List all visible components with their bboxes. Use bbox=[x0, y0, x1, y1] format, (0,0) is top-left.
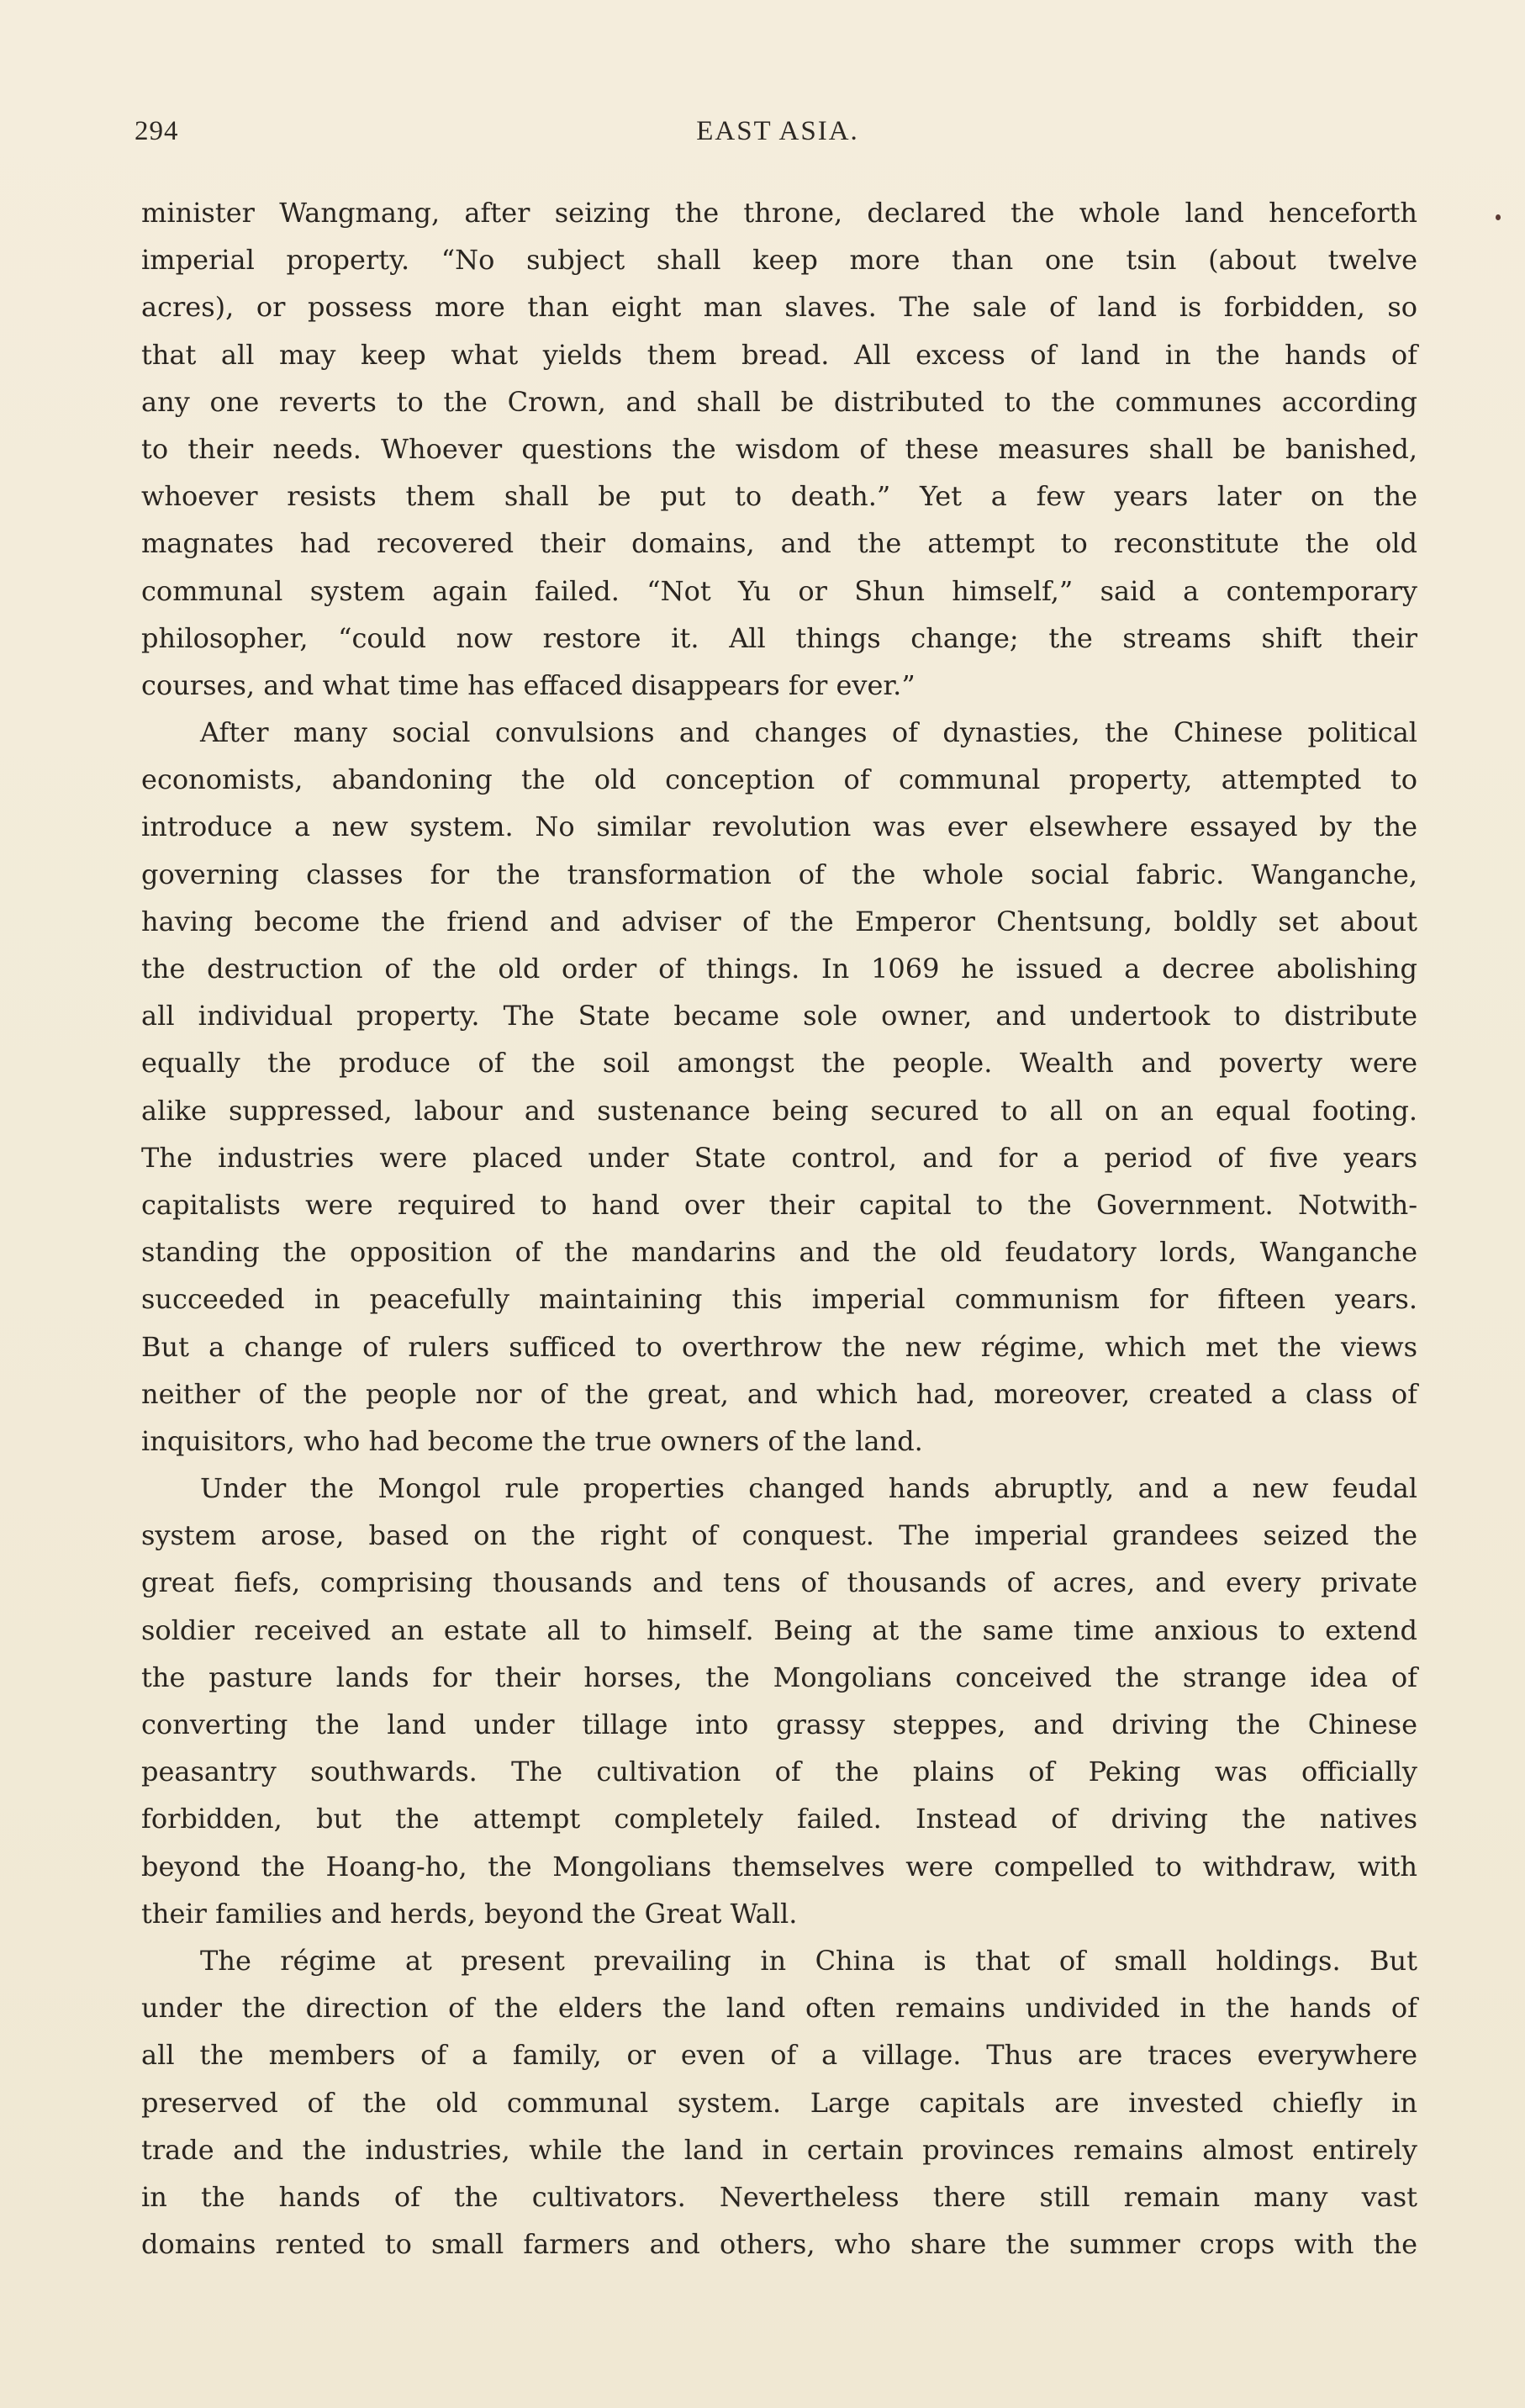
text-line: all the members of a family, or even of a village. Thus are traces everywhere bbox=[141, 2039, 1417, 2072]
text-line: converting the land under tillage into grassy steppes, and driving the Chinese bbox=[141, 1708, 1417, 1740]
text-line: imperial property. “No subject shall keep more than one tsin (about twelve bbox=[141, 244, 1417, 277]
text-line: the destruction of the old order of things. In 1069 he issued a decree abolishing bbox=[141, 953, 1417, 985]
text-line: standing the opposition of the mandarins and the old feudatory lords, Wanganche bbox=[141, 1236, 1417, 1269]
text-line: the pasture lands for their horses, the Mongolians conceived the strange idea of bbox=[141, 1661, 1417, 1693]
text-line: But a change of rulers sufficed to overthrow the new régime, which met the views bbox=[141, 1330, 1417, 1363]
paragraph bbox=[141, 1937, 1417, 2268]
text-line: having become the friend and adviser of the Emperor Chentsung, boldly set about bbox=[141, 905, 1417, 937]
paragraph bbox=[141, 1465, 1417, 1937]
text-line: philosopher, “could now restore it. All things change; the streams shift their bbox=[141, 621, 1417, 654]
text-line: courses, and what time has effaced disappears for ever.” bbox=[141, 668, 916, 701]
text-line: magnates had recovered their domains, and the attempt to reconstitute the old bbox=[141, 527, 1417, 560]
text-line: domains rented to small farmers and others, who share the summer crops with the bbox=[141, 2228, 1417, 2261]
text-line: economists, abandoning the old conception of communal property, attempted to bbox=[141, 763, 1417, 796]
text-line: peasantry southwards. The cultivation of the plains of Peking was officially bbox=[141, 1756, 1417, 1788]
body-text bbox=[141, 189, 1417, 2268]
text-line: their families and herds, beyond the Great Wall. bbox=[141, 1897, 798, 1930]
text-line: forbidden, but the attempt completely failed. Instead of driving the natives bbox=[141, 1803, 1417, 1835]
text-line: all individual property. The State became sole owner, and undertook to distribute bbox=[141, 1000, 1417, 1032]
text-line: to their needs. Whoever questions the wisdom of these measures shall be banished, bbox=[141, 432, 1417, 465]
paragraph bbox=[141, 709, 1417, 1465]
text-line: capitalists were required to hand over their capital to the Government. Notwith- bbox=[141, 1188, 1417, 1221]
running-title: EAST ASIA. bbox=[696, 116, 859, 146]
running-head bbox=[135, 116, 1421, 155]
text-line: trade and the industries, while the land in certain provinces remains almost entirely bbox=[141, 2133, 1417, 2166]
text-line: succeeded in peacefully maintaining this imperial communism for fifteen years. bbox=[141, 1283, 1417, 1316]
page-number: 294 bbox=[135, 116, 179, 146]
text-line: system arose, based on the right of conquest. The imperial grandees seized the bbox=[141, 1519, 1417, 1552]
text-line: equally the produce of the soil amongst the people. Wealth and poverty were bbox=[141, 1047, 1417, 1080]
text-line: inquisitors, who had become the true owners of the land. bbox=[141, 1424, 923, 1457]
text-line: neither of the people nor of the great, and which had, moreover, created a class of bbox=[141, 1377, 1417, 1410]
text-line: alike suppressed, labour and sustenance being secured to all on an equal footing. bbox=[141, 1094, 1417, 1127]
text-line: Under the Mongol rule properties changed hands abruptly, and a new feudal bbox=[200, 1472, 1417, 1505]
margin-ink-dot bbox=[1496, 214, 1501, 220]
text-line: acres), or possess more than eight man slaves. The sale of land is forbidden, so bbox=[141, 291, 1417, 324]
text-line: The industries were placed under State control, and for a period of five years bbox=[141, 1141, 1417, 1174]
text-line: minister Wangmang, after seizing the throne, declared the whole land henceforth bbox=[141, 197, 1417, 229]
text-line: great fiefs, comprising thousands and tens of thousands of acres, and every private bbox=[141, 1566, 1417, 1599]
text-line: that all may keep what yields them bread. All excess of land in the hands of bbox=[141, 338, 1417, 371]
text-line: After many social convulsions and changes of dynasties, the Chinese political bbox=[200, 716, 1417, 749]
paragraph bbox=[141, 189, 1417, 709]
text-line: in the hands of the cultivators. Nevertheless there still remain many vast bbox=[141, 2180, 1417, 2213]
text-line: whoever resists them shall be put to death.” Yet a few years later on the bbox=[141, 480, 1417, 513]
text-line: under the direction of the elders the land often remains undivided in the hands of bbox=[141, 1992, 1417, 2025]
text-line: governing classes for the transformation of the whole social fabric. Wanganche, bbox=[141, 858, 1417, 890]
text-line: beyond the Hoang-ho, the Mongolians themselves were compelled to withdraw, with bbox=[141, 1850, 1417, 1883]
text-line: any one reverts to the Crown, and shall be distributed to the communes according bbox=[141, 385, 1417, 418]
text-line: communal system again failed. “Not Yu or Shun himself,” said a contemporary bbox=[141, 574, 1417, 607]
text-line: introduce a new system. No similar revolution was ever elsewhere essayed by the bbox=[141, 811, 1417, 843]
text-line: soldier received an estate all to himself. Being at the same time anxious to extend bbox=[141, 1613, 1417, 1646]
text-line: preserved of the old communal system. Large capitals are invested chiefly in bbox=[141, 2086, 1417, 2119]
text-line: The régime at present prevailing in China is that of small holdings. But bbox=[200, 1944, 1417, 1977]
